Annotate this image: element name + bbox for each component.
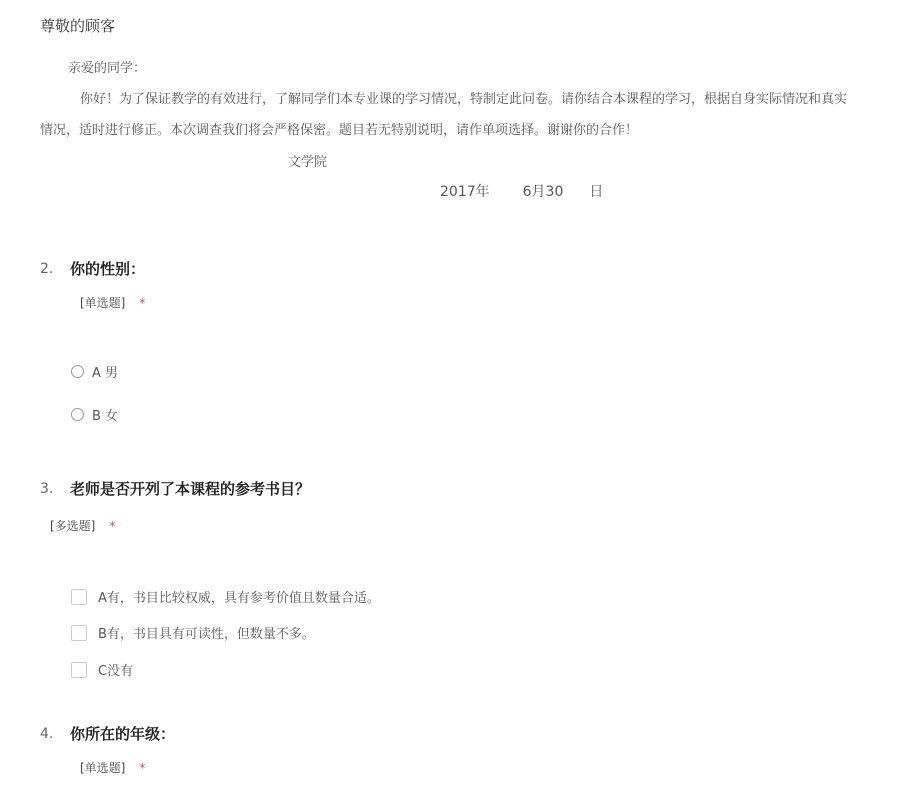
question-title: 你的性别： — [70, 260, 146, 278]
option-label: A有，书目比较权威，具有参考价值且数量合适。 — [98, 591, 380, 606]
option-label: B 女 — [92, 409, 119, 424]
question-type-label — [80, 759, 145, 776]
required-marker: * — [139, 761, 146, 775]
option-has-authoritative-list[interactable] — [71, 587, 380, 606]
checkbox-icon[interactable] — [71, 589, 87, 605]
question-type-label — [80, 294, 145, 311]
checkbox-icon[interactable] — [71, 625, 87, 641]
intro-text-line-2: 情况，适时进行修正。本次调查我们将会严格保密。题目若无特别说明，请作单项选择。谢谢你的合作！ — [40, 123, 639, 138]
option-none[interactable] — [71, 660, 133, 679]
organization-name: 文学院 — [288, 155, 328, 170]
date-year: 2017年 — [440, 184, 490, 200]
option-label: A 男 — [92, 366, 119, 381]
question-title: 老师是否开列了本课程的参考书目？ — [70, 480, 311, 498]
required-marker: * — [109, 519, 116, 533]
question-title: 你所在的年级： — [70, 725, 176, 743]
intro-text-line-1: 你好！为了保证教学的有效进行，了解同学们本专业课的学习情况，特制定此问卷。请你结合本课程的学习，根据自身实际情况和真实 — [80, 92, 848, 107]
salutation: 亲爱的同学： — [68, 61, 147, 76]
question-number: 3. — [40, 481, 54, 497]
checkbox-icon[interactable] — [71, 662, 87, 678]
question-number: 4. — [40, 726, 54, 742]
question-type-label — [50, 517, 115, 534]
option-label: C没有 — [98, 664, 134, 679]
question-number: 2. — [40, 261, 54, 277]
radio-button-icon[interactable] — [71, 408, 84, 421]
greeting-title: 尊敬的顾客 — [40, 17, 116, 35]
survey-date — [440, 181, 603, 201]
date-month: 6月30 — [522, 184, 564, 200]
date-day: 日 — [589, 184, 604, 200]
option-male[interactable] — [71, 362, 118, 381]
question-type: [单选题] — [80, 296, 126, 310]
question-type: [单选题] — [80, 761, 126, 775]
option-female[interactable] — [71, 405, 118, 424]
option-has-readable-list[interactable] — [71, 623, 315, 642]
required-marker: * — [139, 296, 146, 310]
option-label: B有，书目具有可读性，但数量不多。 — [98, 627, 315, 642]
question-type: [多选题] — [50, 519, 96, 533]
radio-button-icon[interactable] — [71, 365, 84, 378]
